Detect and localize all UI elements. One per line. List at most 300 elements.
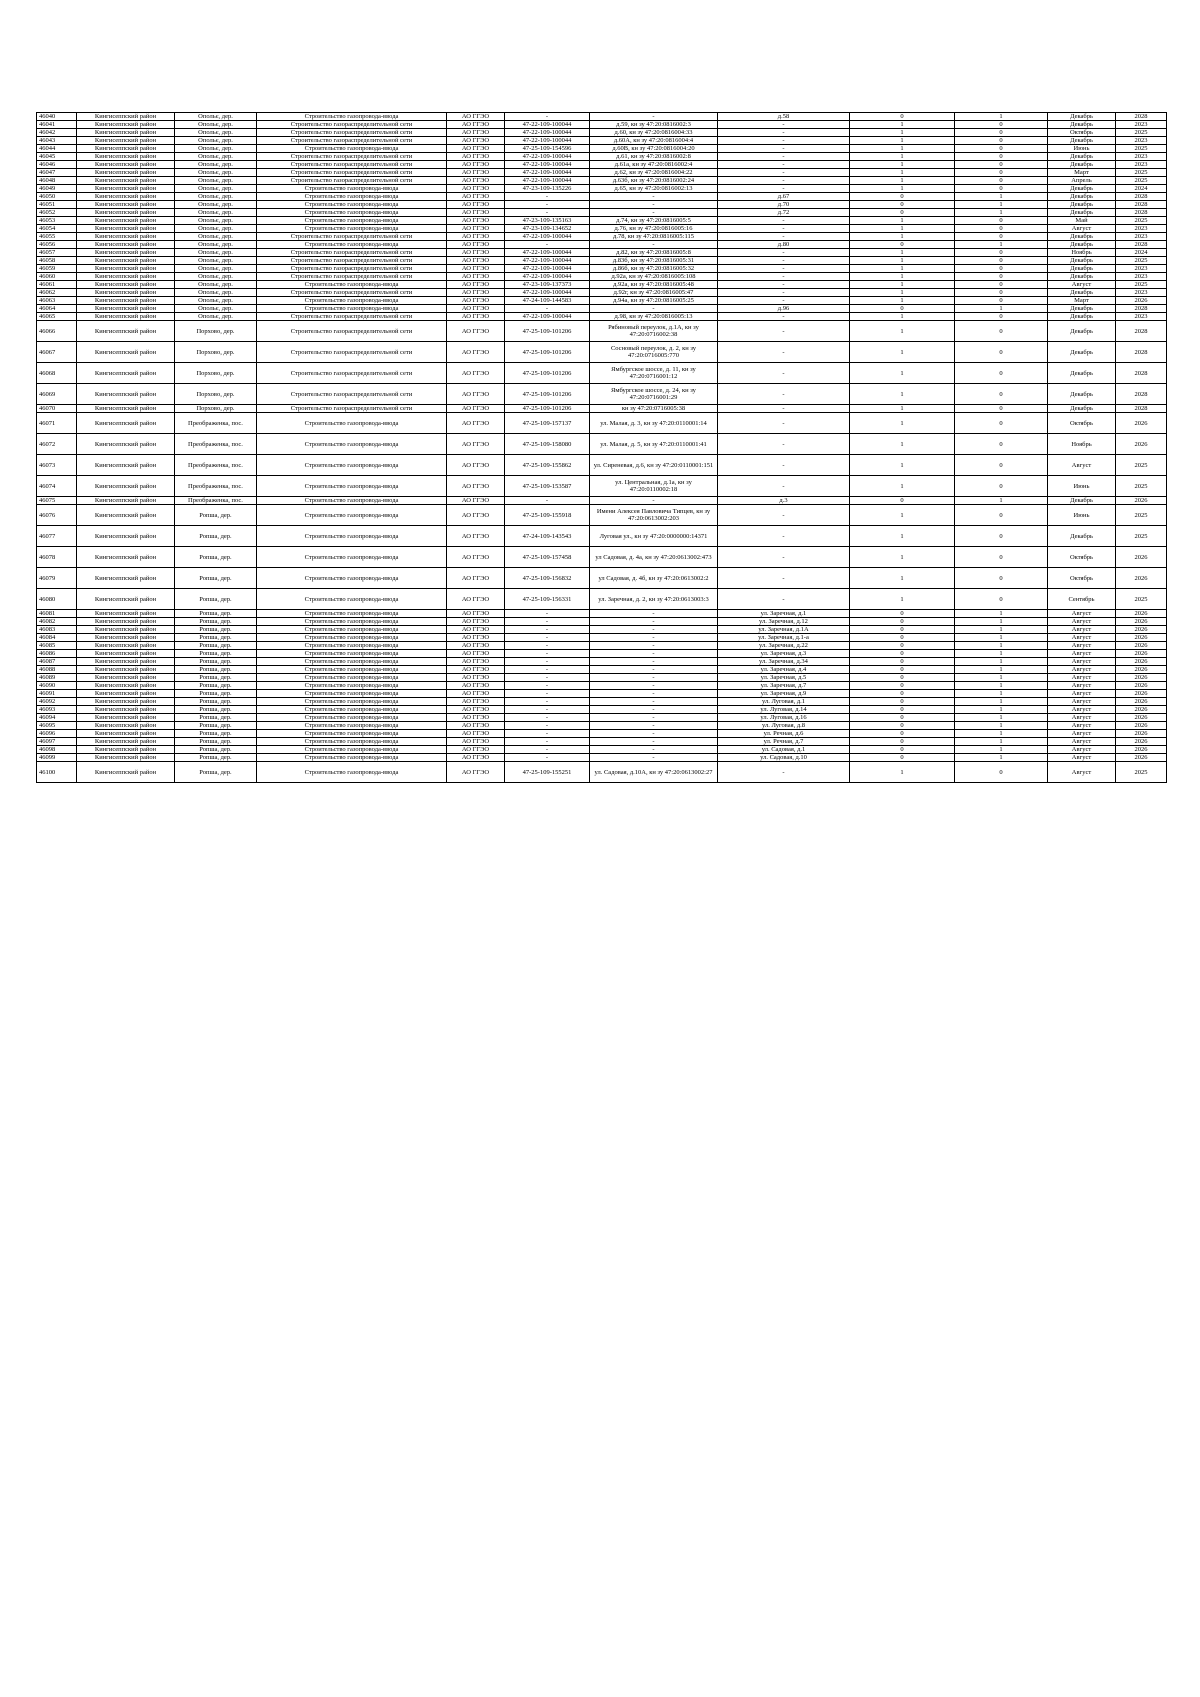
contract-number-cell: - [505, 738, 590, 746]
work-type-cell: Строительство газопровода-ввода [257, 690, 447, 698]
work-type-cell: Строительство газопровода-ввода [257, 626, 447, 634]
cadastral-address-cell: ул. Центральная, д.1а, кн зу 47:20:0110002:18 [590, 476, 718, 497]
month-cell: Декабрь [1048, 313, 1116, 321]
settlement-cell: Ропша, дер. [175, 618, 257, 626]
operator-cell: АО ГГЭО [447, 642, 505, 650]
operator-cell: АО ГГЭО [447, 738, 505, 746]
flag-b-cell: 1 [955, 690, 1048, 698]
year-cell: 2025 [1116, 217, 1167, 225]
table-row [37, 201, 1167, 209]
flag-b-cell: 0 [955, 161, 1048, 169]
district-cell: Кингисеппский район [77, 754, 175, 762]
operator-cell: АО ГГЭО [447, 674, 505, 682]
month-cell: Июнь [1048, 476, 1116, 497]
flag-a-cell: 0 [850, 642, 955, 650]
cadastral-address-cell: д.61а, кн зу 47:20:0816002:4 [590, 161, 718, 169]
contract-number-cell: 47-25-109-155862 [505, 455, 590, 476]
contract-number-cell: - [505, 497, 590, 505]
work-type-cell: Строительство газопровода-ввода [257, 305, 447, 313]
settlement-cell: Порхово, дер. [175, 363, 257, 384]
year-cell: 2028 [1116, 305, 1167, 313]
table-row [37, 233, 1167, 241]
house-address-cell: - [718, 233, 850, 241]
row-id-cell: 46049 [37, 185, 77, 193]
house-address-cell: - [718, 177, 850, 185]
row-id-cell: 46085 [37, 642, 77, 650]
work-type-cell: Строительство газопровода-ввода [257, 434, 447, 455]
flag-b-cell: 1 [955, 730, 1048, 738]
row-id-cell: 46051 [37, 201, 77, 209]
year-cell: 2026 [1116, 642, 1167, 650]
flag-a-cell: 1 [850, 217, 955, 225]
table-row [37, 714, 1167, 722]
cadastral-address-cell: ул. Малая, д. 3, кн зу 47:20:0110001:14 [590, 413, 718, 434]
flag-b-cell: 0 [955, 505, 1048, 526]
month-cell: Апрель [1048, 177, 1116, 185]
house-address-cell: ул. Заречная, д.9 [718, 690, 850, 698]
cadastral-address-cell: - [590, 201, 718, 209]
district-cell: Кингисеппский район [77, 289, 175, 297]
month-cell: Декабрь [1048, 321, 1116, 342]
operator-cell: АО ГГЭО [447, 297, 505, 305]
cadastral-address-cell: д.63б, кн зу 47:20:0816002:24 [590, 177, 718, 185]
contract-number-cell: - [505, 714, 590, 722]
district-cell: Кингисеппский район [77, 405, 175, 413]
flag-a-cell: 1 [850, 281, 955, 289]
cadastral-address-cell: Ямбургское шоссе, д. 24, кн зу 47:20:0716001:29 [590, 384, 718, 405]
contract-number-cell: 47-25-109-156832 [505, 568, 590, 589]
house-address-cell: - [718, 153, 850, 161]
flag-b-cell: 1 [955, 674, 1048, 682]
flag-a-cell: 0 [850, 209, 955, 217]
table-row [37, 113, 1167, 121]
month-cell: Август [1048, 610, 1116, 618]
operator-cell: АО ГГЭО [447, 185, 505, 193]
flag-b-cell: 0 [955, 289, 1048, 297]
work-type-cell: Строительство газораспределительной сети [257, 405, 447, 413]
settlement-cell: Опольє, дер. [175, 297, 257, 305]
settlement-cell: Опольє, дер. [175, 217, 257, 225]
settlement-cell: Ропша, дер. [175, 666, 257, 674]
year-cell: 2028 [1116, 209, 1167, 217]
flag-b-cell: 0 [955, 476, 1048, 497]
flag-a-cell: 1 [850, 257, 955, 265]
cadastral-address-cell: д.94а, кн зу 47:20:0816005:25 [590, 297, 718, 305]
flag-b-cell: 0 [955, 405, 1048, 413]
month-cell: Июнь [1048, 145, 1116, 153]
contract-number-cell: - [505, 746, 590, 754]
year-cell: 2025 [1116, 589, 1167, 610]
house-address-cell: ул. Заречная, д.4 [718, 666, 850, 674]
district-cell: Кингисеппский район [77, 589, 175, 610]
flag-a-cell: 1 [850, 249, 955, 257]
flag-a-cell: 1 [850, 153, 955, 161]
flag-b-cell: 0 [955, 526, 1048, 547]
flag-b-cell: 1 [955, 658, 1048, 666]
work-type-cell: Строительство газопровода-ввода [257, 547, 447, 568]
contract-number-cell: 47-25-109-101206 [505, 384, 590, 405]
year-cell: 2025 [1116, 762, 1167, 783]
table-row [37, 313, 1167, 321]
settlement-cell: Опольє, дер. [175, 161, 257, 169]
contract-number-cell: - [505, 193, 590, 201]
operator-cell: АО ГГЭО [447, 305, 505, 313]
month-cell: Март [1048, 169, 1116, 177]
operator-cell: АО ГГЭО [447, 384, 505, 405]
year-cell: 2026 [1116, 722, 1167, 730]
contract-number-cell: 47-22-109-100044 [505, 249, 590, 257]
work-type-cell: Строительство газопровода-ввода [257, 297, 447, 305]
contract-number-cell: - [505, 209, 590, 217]
district-cell: Кингисеппский район [77, 568, 175, 589]
year-cell: 2025 [1116, 476, 1167, 497]
settlement-cell: Ропша, дер. [175, 650, 257, 658]
house-address-cell: - [718, 384, 850, 405]
flag-a-cell: 1 [850, 233, 955, 241]
district-cell: Кингисеппский район [77, 547, 175, 568]
row-id-cell: 46046 [37, 161, 77, 169]
cadastral-address-cell: д.92а, кн зу 47:20:0816005:48 [590, 281, 718, 289]
flag-b-cell: 1 [955, 754, 1048, 762]
flag-b-cell: 0 [955, 313, 1048, 321]
settlement-cell: Порхово, дер. [175, 342, 257, 363]
district-cell: Кингисеппский район [77, 265, 175, 273]
contract-number-cell: 47-24-109-144583 [505, 297, 590, 305]
contract-number-cell: 47-22-109-100044 [505, 313, 590, 321]
contract-number-cell: - [505, 305, 590, 313]
operator-cell: АО ГГЭО [447, 313, 505, 321]
settlement-cell: Опольє, дер. [175, 265, 257, 273]
operator-cell: АО ГГЭО [447, 217, 505, 225]
month-cell: Декабрь [1048, 161, 1116, 169]
flag-a-cell: 1 [850, 177, 955, 185]
work-type-cell: Строительство газопровода-ввода [257, 666, 447, 674]
contract-number-cell: 47-23-109-135163 [505, 217, 590, 225]
settlement-cell: Порхово, дер. [175, 405, 257, 413]
flag-b-cell: 1 [955, 634, 1048, 642]
settlement-cell: Опольє, дер. [175, 137, 257, 145]
district-cell: Кингисеппский район [77, 505, 175, 526]
cadastral-address-cell: ул Садовая, д. 4а, кн зу 47:20:0613002:473 [590, 547, 718, 568]
house-address-cell: - [718, 434, 850, 455]
district-cell: Кингисеппский район [77, 634, 175, 642]
row-id-cell: 46083 [37, 626, 77, 634]
contract-number-cell: 47-22-109-100044 [505, 257, 590, 265]
district-cell: Кингисеппский район [77, 434, 175, 455]
district-cell: Кингисеппский район [77, 225, 175, 233]
contract-number-cell: - [505, 201, 590, 209]
house-address-cell: - [718, 342, 850, 363]
registry-sheet [36, 112, 1166, 783]
year-cell: 2026 [1116, 658, 1167, 666]
house-address-cell: - [718, 413, 850, 434]
settlement-cell: Ропша, дер. [175, 706, 257, 714]
contract-number-cell: - [505, 610, 590, 618]
year-cell: 2025 [1116, 505, 1167, 526]
cadastral-address-cell: ул. Сиреневая, д.6, кн зу 47:20:0110001:151 [590, 455, 718, 476]
row-id-cell: 46054 [37, 225, 77, 233]
table-row [37, 642, 1167, 650]
year-cell: 2026 [1116, 690, 1167, 698]
year-cell: 2026 [1116, 610, 1167, 618]
contract-number-cell: 47-25-109-158080 [505, 434, 590, 455]
house-address-cell: д.80 [718, 241, 850, 249]
year-cell: 2028 [1116, 201, 1167, 209]
district-cell: Кингисеппский район [77, 526, 175, 547]
work-type-cell: Строительство газопровода-ввода [257, 497, 447, 505]
row-id-cell: 46100 [37, 762, 77, 783]
table-row [37, 121, 1167, 129]
row-id-cell: 46092 [37, 698, 77, 706]
contract-number-cell: 47-23-109-134652 [505, 225, 590, 233]
contract-number-cell: 47-25-109-153587 [505, 476, 590, 497]
row-id-cell: 46073 [37, 455, 77, 476]
row-id-cell: 46067 [37, 342, 77, 363]
operator-cell: АО ГГЭО [447, 281, 505, 289]
table-row [37, 762, 1167, 783]
district-cell: Кингисеппский район [77, 476, 175, 497]
work-type-cell: Строительство газопровода-ввода [257, 217, 447, 225]
cadastral-address-cell: д.74, кн зу 47:20:0816005:5 [590, 217, 718, 225]
settlement-cell: Ропша, дер. [175, 526, 257, 547]
work-type-cell: Строительство газопровода-ввода [257, 634, 447, 642]
flag-a-cell: 0 [850, 113, 955, 121]
year-cell: 2026 [1116, 634, 1167, 642]
settlement-cell: Ропша, дер. [175, 674, 257, 682]
house-address-cell: д.70 [718, 201, 850, 209]
month-cell: Декабрь [1048, 185, 1116, 193]
settlement-cell: Ропша, дер. [175, 634, 257, 642]
cadastral-address-cell: - [590, 682, 718, 690]
table-row [37, 589, 1167, 610]
operator-cell: АО ГГЭО [447, 129, 505, 137]
cadastral-address-cell: - [590, 497, 718, 505]
flag-a-cell: 1 [850, 505, 955, 526]
settlement-cell: Опольє, дер. [175, 177, 257, 185]
year-cell: 2026 [1116, 413, 1167, 434]
flag-b-cell: 1 [955, 666, 1048, 674]
settlement-cell: Опольє, дер. [175, 249, 257, 257]
flag-a-cell: 1 [850, 321, 955, 342]
flag-a-cell: 0 [850, 738, 955, 746]
month-cell: Август [1048, 762, 1116, 783]
work-type-cell: Строительство газопровода-ввода [257, 568, 447, 589]
row-id-cell: 46053 [37, 217, 77, 225]
house-address-cell: ул. Заречная, д.12 [718, 618, 850, 626]
row-id-cell: 46095 [37, 722, 77, 730]
settlement-cell: Ропша, дер. [175, 505, 257, 526]
flag-b-cell: 0 [955, 589, 1048, 610]
flag-a-cell: 0 [850, 666, 955, 674]
flag-b-cell: 0 [955, 217, 1048, 225]
settlement-cell: Опольє, дер. [175, 145, 257, 153]
contract-number-cell: - [505, 690, 590, 698]
row-id-cell: 46099 [37, 754, 77, 762]
table-row [37, 405, 1167, 413]
row-id-cell: 46079 [37, 568, 77, 589]
district-cell: Кингисеппский район [77, 706, 175, 714]
row-id-cell: 46093 [37, 706, 77, 714]
operator-cell: АО ГГЭО [447, 161, 505, 169]
month-cell: Август [1048, 642, 1116, 650]
contract-number-cell: 47-23-109-135226 [505, 185, 590, 193]
operator-cell: АО ГГЭО [447, 497, 505, 505]
work-type-cell: Строительство газопровода-ввода [257, 762, 447, 783]
cadastral-address-cell: - [590, 730, 718, 738]
cadastral-address-cell: д.61, кн зу 47:20:0816002:8 [590, 153, 718, 161]
table-row [37, 698, 1167, 706]
contract-number-cell: - [505, 674, 590, 682]
month-cell: Август [1048, 634, 1116, 642]
work-type-cell: Строительство газопровода-ввода [257, 754, 447, 762]
work-type-cell: Строительство газораспределительной сети [257, 265, 447, 273]
house-address-cell: ул. Заречная, д.1А [718, 626, 850, 634]
flag-a-cell: 0 [850, 618, 955, 626]
flag-a-cell: 0 [850, 241, 955, 249]
flag-a-cell: 1 [850, 313, 955, 321]
contract-number-cell: 47-25-109-157458 [505, 547, 590, 568]
settlement-cell: Ропша, дер. [175, 722, 257, 730]
cadastral-address-cell: - [590, 610, 718, 618]
district-cell: Кингисеппский район [77, 121, 175, 129]
district-cell: Кингисеппский район [77, 217, 175, 225]
table-row [37, 363, 1167, 384]
row-id-cell: 46052 [37, 209, 77, 217]
flag-b-cell: 0 [955, 265, 1048, 273]
flag-a-cell: 0 [850, 658, 955, 666]
cadastral-address-cell: д.98, кн зу 47:20:0816005:13 [590, 313, 718, 321]
year-cell: 2028 [1116, 342, 1167, 363]
flag-b-cell: 1 [955, 305, 1048, 313]
row-id-cell: 46069 [37, 384, 77, 405]
flag-a-cell: 0 [850, 682, 955, 690]
operator-cell: АО ГГЭО [447, 321, 505, 342]
contract-number-cell: - [505, 754, 590, 762]
settlement-cell: Ропша, дер. [175, 610, 257, 618]
row-id-cell: 46044 [37, 145, 77, 153]
month-cell: Декабрь [1048, 363, 1116, 384]
year-cell: 2028 [1116, 193, 1167, 201]
cadastral-address-cell: - [590, 658, 718, 666]
operator-cell: АО ГГЭО [447, 682, 505, 690]
cadastral-address-cell: д.92г, кн зу 47:20:0816005:47 [590, 289, 718, 297]
cadastral-address-cell: Луговая ул., кн зу 47:20:0000000:14371 [590, 526, 718, 547]
work-type-cell: Строительство газопровода-ввода [257, 413, 447, 434]
flag-b-cell: 0 [955, 363, 1048, 384]
row-id-cell: 46091 [37, 690, 77, 698]
flag-b-cell: 1 [955, 113, 1048, 121]
work-type-cell: Строительство газораспределительной сети [257, 273, 447, 281]
operator-cell: АО ГГЭО [447, 413, 505, 434]
contract-number-cell: 47-25-109-101206 [505, 405, 590, 413]
year-cell: 2026 [1116, 674, 1167, 682]
year-cell: 2023 [1116, 289, 1167, 297]
cadastral-address-cell: д.60А, кн зу 47:20:0816004:4 [590, 137, 718, 145]
flag-b-cell: 0 [955, 568, 1048, 589]
work-type-cell: Строительство газопровода-ввода [257, 714, 447, 722]
house-address-cell: ул. Заречная, д.1-а [718, 634, 850, 642]
table-row [37, 746, 1167, 754]
operator-cell: АО ГГЭО [447, 113, 505, 121]
house-address-cell: - [718, 137, 850, 145]
year-cell: 2025 [1116, 169, 1167, 177]
district-cell: Кингисеппский район [77, 161, 175, 169]
flag-a-cell: 0 [850, 706, 955, 714]
row-id-cell: 46068 [37, 363, 77, 384]
district-cell: Кингисеппский район [77, 281, 175, 289]
contract-number-cell: - [505, 658, 590, 666]
row-id-cell: 46064 [37, 305, 77, 313]
table-row [37, 153, 1167, 161]
district-cell: Кингисеппский район [77, 497, 175, 505]
table-row [37, 434, 1167, 455]
row-id-cell: 46048 [37, 177, 77, 185]
row-id-cell: 46082 [37, 618, 77, 626]
operator-cell: АО ГГЭО [447, 225, 505, 233]
table-row [37, 526, 1167, 547]
flag-b-cell: 1 [955, 650, 1048, 658]
operator-cell: АО ГГЭО [447, 233, 505, 241]
flag-b-cell: 0 [955, 145, 1048, 153]
settlement-cell: Ропша, дер. [175, 589, 257, 610]
flag-a-cell: 1 [850, 455, 955, 476]
row-id-cell: 46057 [37, 249, 77, 257]
flag-a-cell: 1 [850, 363, 955, 384]
settlement-cell: Опольє, дер. [175, 225, 257, 233]
flag-a-cell: 1 [850, 405, 955, 413]
flag-b-cell: 0 [955, 153, 1048, 161]
work-type-cell: Строительство газораспределительной сети [257, 233, 447, 241]
cadastral-address-cell: - [590, 650, 718, 658]
flag-b-cell: 1 [955, 241, 1048, 249]
cadastral-address-cell: Сосновый переулок, д. 2, кн зу 47:20:0716005:770 [590, 342, 718, 363]
contract-number-cell: 47-24-109-143543 [505, 526, 590, 547]
operator-cell: АО ГГЭО [447, 249, 505, 257]
flag-a-cell: 1 [850, 762, 955, 783]
settlement-cell: Опольє, дер. [175, 305, 257, 313]
flag-b-cell: 1 [955, 610, 1048, 618]
table-row [37, 682, 1167, 690]
work-type-cell: Строительство газопровода-ввода [257, 526, 447, 547]
contract-number-cell: - [505, 666, 590, 674]
settlement-cell: Опольє, дер. [175, 185, 257, 193]
year-cell: 2023 [1116, 273, 1167, 281]
cadastral-address-cell: - [590, 305, 718, 313]
month-cell: Июнь [1048, 505, 1116, 526]
operator-cell: АО ГГЭО [447, 455, 505, 476]
flag-a-cell: 1 [850, 526, 955, 547]
row-id-cell: 46076 [37, 505, 77, 526]
year-cell: 2023 [1116, 121, 1167, 129]
flag-b-cell: 0 [955, 547, 1048, 568]
month-cell: Декабрь [1048, 241, 1116, 249]
row-id-cell: 46072 [37, 434, 77, 455]
house-address-cell: ул. Луговая, д.14 [718, 706, 850, 714]
table-row [37, 568, 1167, 589]
row-id-cell: 46084 [37, 634, 77, 642]
house-address-cell: д.72 [718, 209, 850, 217]
table-row [37, 626, 1167, 634]
settlement-cell: Порхово, дер. [175, 384, 257, 405]
month-cell: Август [1048, 618, 1116, 626]
work-type-cell: Строительство газопровода-ввода [257, 589, 447, 610]
contract-number-cell: 47-22-109-100044 [505, 169, 590, 177]
year-cell: 2023 [1116, 225, 1167, 233]
house-address-cell: д.58 [718, 113, 850, 121]
cadastral-address-cell: Рябиновый переулок, д.1А, кн зу 47:20:0716002:38 [590, 321, 718, 342]
settlement-cell: Ропша, дер. [175, 754, 257, 762]
flag-b-cell: 1 [955, 746, 1048, 754]
